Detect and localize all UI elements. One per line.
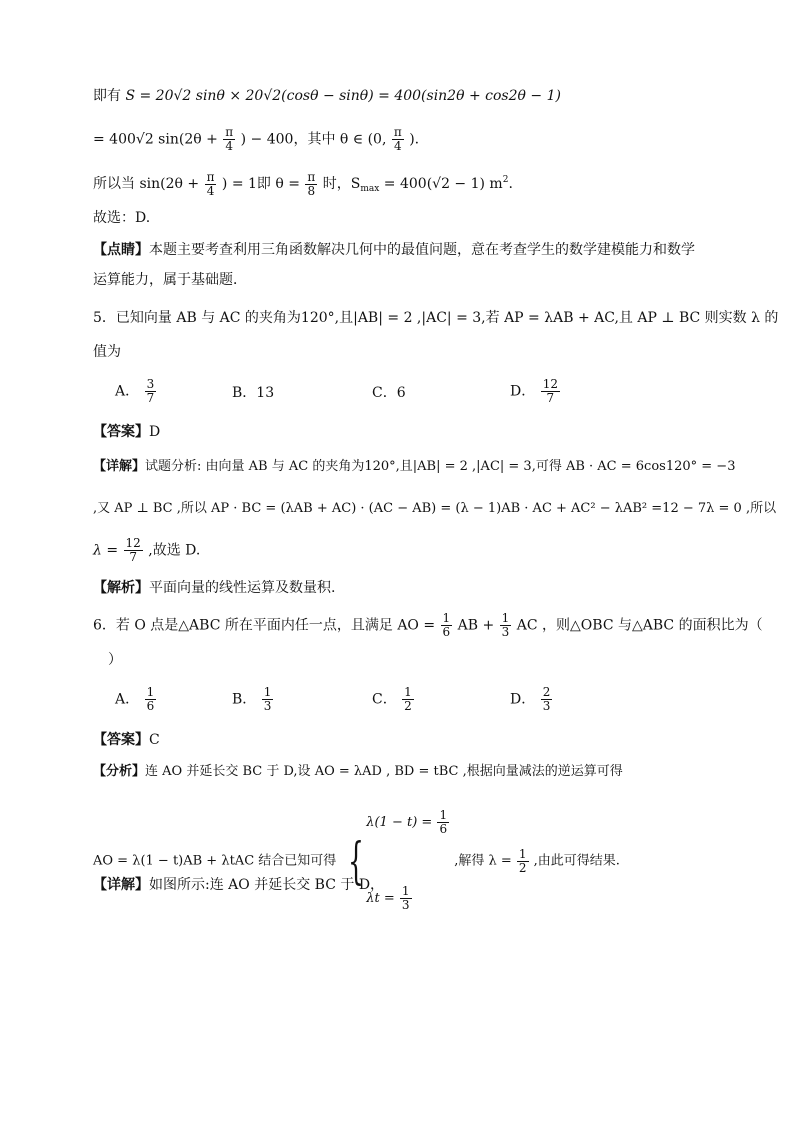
fraction [437,809,449,836]
den: 3 [542,699,551,713]
den: 4 [225,139,234,153]
text: 试题分析: 由向量 AB 与 AC 的夹角为120°,且|AB| = 2 ,|AC| = 3,可得 AB · AC = 6cos120° = −3 [145,459,736,474]
comment-line [93,240,695,260]
q6-stem-line-1 [93,612,763,639]
text: AC ，则△OBC 与△ABC 的面积比为（ [516,617,763,634]
option-label: A． [115,691,140,708]
den: 7 [546,391,555,405]
option-text: 13 [256,385,275,401]
den: 8 [307,183,316,198]
text: 平面向量的线性运算及数量积. [149,580,336,596]
option-label: D． [510,691,536,708]
den: 2 [518,860,527,875]
q6-detail [93,875,384,895]
answer-tag: 【答案】 [93,732,149,748]
text: λt = [366,891,399,906]
text: 即有 [93,88,121,104]
eq-line-2 [93,126,419,153]
detail-tag: 【详解】 [93,877,149,893]
subscript: max [360,184,380,194]
fraction [500,612,512,639]
text: = 400√2 sin(2θ + [93,131,223,148]
q6-option-c [372,686,415,713]
q5-stem-line-2: 值为 [93,344,121,360]
q6-analysis-2 [93,788,620,934]
den: 3 [263,699,272,713]
option-label: D． [510,383,536,400]
text: λ(1 − t) = [366,815,437,830]
text: ,故选 D. [148,542,201,559]
text: = 400(√2 − 1) m [379,176,503,192]
den: 7 [129,550,137,564]
equation: S = 20√2 sinθ × 20√2(cosθ − sinθ) = 400(sin2θ + cos2θ − 1) [125,88,561,104]
text: ) − 400，其中 θ ∈ (0, [240,131,391,148]
text: ,解得 λ = [454,853,516,869]
comment-line-2: 运算能力，属于基础题． [93,272,247,288]
den: 7 [146,391,155,405]
q5-option-c [372,383,406,403]
eq-line-1 [93,86,561,106]
conclusion-line: 故选：D. [93,210,151,226]
den: 3 [401,898,410,912]
superscript: 2 [502,175,509,185]
text: 时，S [322,176,361,192]
q6-option-b [232,686,274,713]
fraction [305,171,317,198]
text: ). [409,131,420,148]
num: π [307,169,316,184]
option-text: 6 [396,385,406,401]
text: . [508,176,513,192]
q6-answer [93,730,160,750]
analysis-tag: 【分析】 [93,764,146,779]
den: 3 [501,625,510,639]
text: 连 AO 并延长交 BC 于 D,设 AO = λAD , BD = tBC ,根据向量减法的逆运算可得 [145,764,623,779]
q6-option-d [510,686,553,713]
text: AO = λ(1 − t)AB + λtAC 结合已知可得 [93,853,337,869]
fraction [541,686,553,713]
text: ,由此可得结果. [533,853,620,869]
den: 4 [394,139,402,153]
q5-answer [93,422,160,442]
fraction [124,537,143,564]
q5-detail-2: ,又 AP ⊥ BC ,所以 AP · BC = (λAB + AC) · (AC − AB) = (λ − 1)AB · AC + AC² − λAB² =12 − 7λ = 0 ,所以 [93,501,777,516]
den: 6 [146,699,155,713]
detail-tag: 【详解】 [93,459,146,474]
num: 3 [146,377,155,391]
fraction [205,171,217,198]
fraction [402,686,414,713]
q5-option-b [232,383,274,403]
text: 所以当 sin(2θ + [93,176,204,192]
q5-stem-line-1: 5．已知向量 AB 与 AC 的夹角为120°,且|AB| = 2 ,|AC| = 3,若 AP = λAB + AC,且 AP ⊥ BC 则实数 λ 的 [93,310,779,326]
q5-detail-1 [93,457,735,477]
num: 1 [404,685,412,699]
system-row-1 [366,788,450,858]
q5-option-a [115,378,157,405]
text: λ = [93,542,123,559]
text: 本题主要考查利用三角函数解决几何中的最值问题，意在考查学生的数学建模能力和数学 [149,242,695,258]
text: AB + [457,617,499,634]
text: 如图所示:连 AO 并延长交 BC 于 D， [149,877,385,893]
num: 1 [439,808,448,822]
fraction [441,612,453,639]
system-rows [366,788,450,934]
num: 12 [542,377,558,391]
q6-stem-line-2: ） [108,652,122,668]
num: 1 [263,685,272,699]
brace: { [348,832,365,890]
text: 6．若 O 点是△ABC 所在平面内任一点，且满足 AO = [93,617,440,634]
q6-option-a [115,686,157,713]
num: 1 [401,884,410,898]
fraction [145,378,157,405]
text: ) = 1即 θ = [221,176,305,192]
option-label: B． [232,691,257,708]
fraction [517,848,529,875]
fraction [400,885,412,912]
answer-text: C [149,732,160,748]
num: 1 [518,846,527,861]
num: π [206,169,215,184]
comment-tag: 【点睛】 [93,242,149,258]
den: 6 [439,822,448,836]
fraction [541,378,560,405]
eq-line-3 [93,170,513,199]
q5-option-d [510,378,561,405]
fraction [145,686,157,713]
fraction [262,686,274,713]
option-label: C． [372,691,397,708]
answer-text: D [149,424,161,440]
num: π [393,125,402,139]
answer-tag: 【答案】 [93,424,149,440]
q6-analysis-1 [93,762,623,782]
option-label: A． [115,383,140,400]
q5-analysis [93,578,335,598]
equation-system [340,788,450,934]
fraction [223,126,235,153]
num: 1 [442,611,451,625]
num: 12 [125,536,141,550]
den: 6 [442,625,451,639]
option-label: B． [232,385,257,401]
analysis-tag: 【解析】 [93,580,149,596]
q5-detail-3 [93,537,200,564]
num: π [225,125,234,139]
num: 1 [501,611,510,625]
option-label: C． [372,385,397,401]
den: 2 [404,699,412,713]
den: 4 [206,183,215,198]
num: 2 [542,685,551,699]
num: 1 [146,685,155,699]
fraction [392,126,404,153]
